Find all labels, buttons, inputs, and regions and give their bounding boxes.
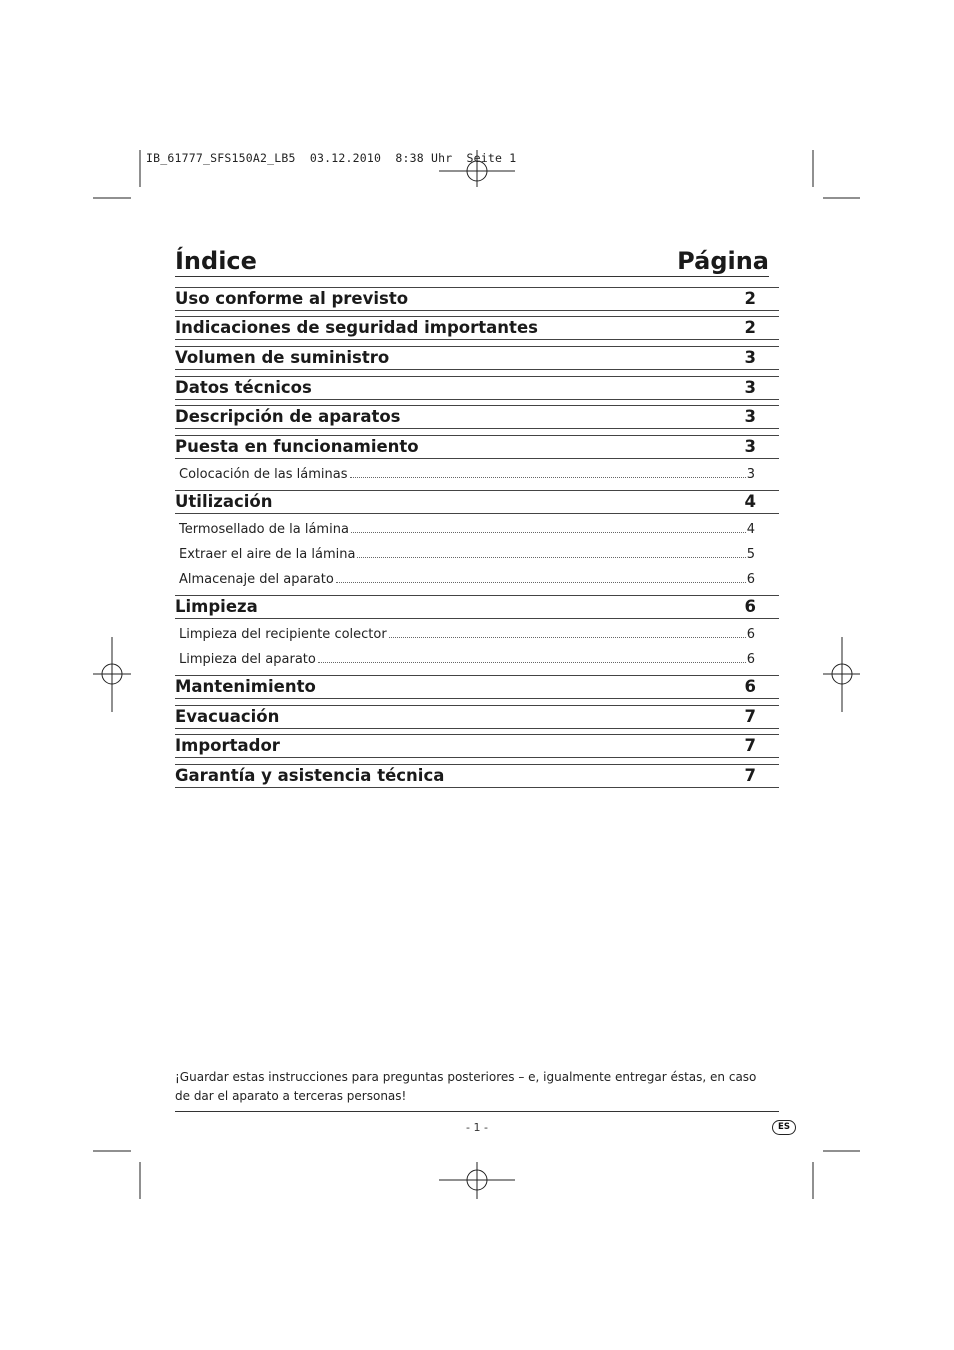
toc-entry[interactable] [175, 490, 779, 514]
toc-entry-page: 2 [744, 289, 756, 308]
language-badge: ES [772, 1120, 796, 1135]
toc-subentry-page: 6 [746, 627, 755, 642]
toc-entry[interactable] [175, 405, 779, 429]
index-title: Índice [175, 247, 257, 275]
toc-entry-label: Descripción de aparatos [175, 407, 401, 426]
toc-subentry-label: Limpieza del recipiente colector [179, 627, 387, 642]
storage-note: ¡Guardar estas instrucciones para preguntas posteriores – e, igualmente entregar éstas, en caso de dar el aparato a terceras personas! [175, 1070, 757, 1103]
toc-entry-label: Mantenimiento [175, 677, 316, 696]
toc-entry[interactable] [175, 316, 779, 340]
toc-heading [175, 240, 769, 277]
toc-entry-label: Indicaciones de seguridad importantes [175, 318, 538, 337]
dot-leader [336, 582, 746, 583]
toc-subentry-page: 6 [746, 572, 755, 587]
toc-entry-page: 3 [744, 437, 756, 456]
toc-entry-label: Limpieza [175, 597, 258, 616]
toc-entry-label: Importador [175, 736, 280, 755]
toc-subentry-page: 5 [746, 547, 755, 562]
toc-entry-page: 7 [744, 736, 756, 755]
toc-subentry[interactable] [179, 519, 755, 537]
dot-leader [351, 532, 746, 533]
toc-entry[interactable] [175, 705, 779, 729]
toc-subentry-label: Almacenaje del aparato [179, 572, 334, 587]
toc-subentry[interactable] [179, 649, 755, 667]
toc-subentry-page: 4 [746, 522, 755, 537]
footer-divider [175, 1111, 779, 1112]
toc-subentry-label: Limpieza del aparato [179, 652, 316, 667]
toc-entry-label: Uso conforme al previsto [175, 289, 409, 308]
toc-entry[interactable] [175, 346, 779, 370]
toc-subentry-label: Extraer el aire de la lámina [179, 547, 356, 562]
toc-entry-page: 4 [744, 492, 756, 511]
toc-entry-page: 3 [744, 407, 756, 426]
toc-entry-page: 2 [744, 318, 756, 337]
toc-entry-label: Puesta en funcionamiento [175, 437, 419, 456]
toc-entry-page: 6 [744, 597, 756, 616]
toc-subentry[interactable] [179, 569, 755, 587]
print-slug-line: IB_61777_SFS150A2_LB5 03.12.2010 8:38 Uhr Seite 1 [146, 151, 517, 165]
toc-subentry-page: 6 [746, 652, 755, 667]
toc-entry[interactable] [175, 675, 779, 699]
toc-entry-label: Volumen de suministro [175, 348, 390, 367]
page-column-title: Página [677, 247, 769, 275]
toc-subentry[interactable] [179, 464, 755, 482]
toc-subentry[interactable] [179, 544, 755, 562]
toc-subentry-label: Termosellado de la lámina [179, 522, 349, 537]
toc-subentry-label: Colocación de las láminas [179, 467, 348, 482]
toc-entry[interactable] [175, 376, 779, 400]
page-number: - 1 - [466, 1121, 488, 1134]
dot-leader [350, 477, 746, 478]
toc-entry[interactable] [175, 435, 779, 459]
dot-leader [357, 557, 745, 558]
toc-subentry[interactable] [179, 624, 755, 642]
toc-entry-page: 3 [744, 348, 756, 367]
toc-entry[interactable] [175, 764, 779, 788]
toc-subentry-page: 3 [746, 467, 755, 482]
toc-entry-label: Evacuación [175, 707, 280, 726]
toc-entry-page: 7 [744, 707, 756, 726]
dot-leader [318, 662, 746, 663]
toc-entry-page: 7 [744, 766, 756, 785]
toc-entry-label: Utilización [175, 492, 273, 511]
toc-entry[interactable] [175, 734, 779, 758]
toc-entry-page: 3 [744, 378, 756, 397]
toc-entry-label: Datos técnicos [175, 378, 312, 397]
toc-entry[interactable] [175, 287, 779, 311]
toc-entry-page: 6 [744, 677, 756, 696]
toc-entry-label: Garantía y asistencia técnica [175, 766, 445, 785]
toc-entry[interactable] [175, 595, 779, 619]
dot-leader [389, 637, 746, 638]
